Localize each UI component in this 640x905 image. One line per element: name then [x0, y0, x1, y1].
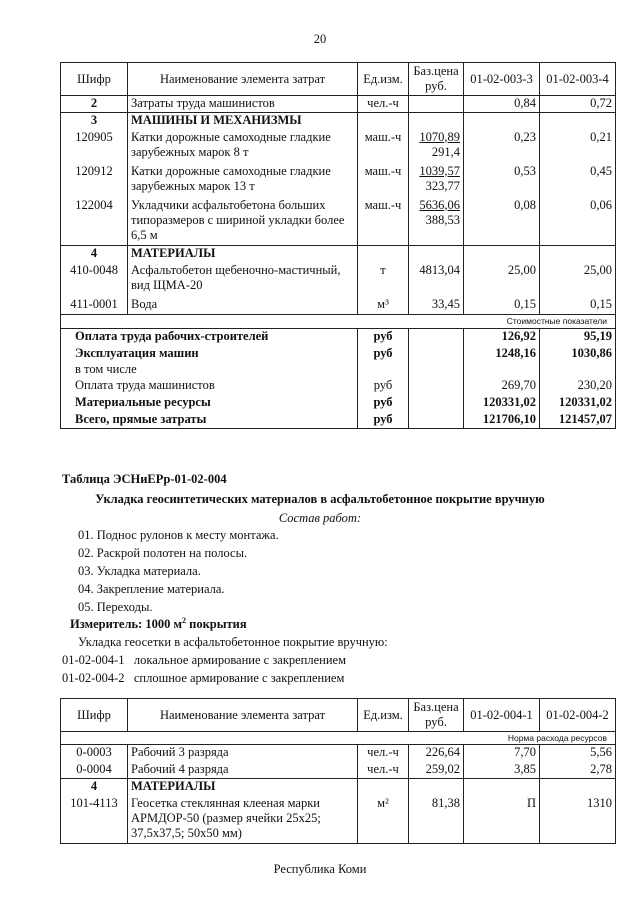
resource-table-2: [60, 698, 616, 844]
cost-row: Эксплуатация машин руб 1248,16 1030,86: [61, 346, 616, 362]
table-header: [61, 63, 616, 96]
cost-row: Всего, прямые затраты руб 121706,10 121457,07: [61, 412, 616, 429]
table-row: 0-0004 Рабочий 4 разряда чел.-ч 259,02 3,85 2,78: [61, 762, 616, 779]
page-number: 20: [313, 32, 327, 46]
header-price: Баз.цена руб.: [409, 63, 464, 96]
table-row: 3 МАШИНЫ И МЕХАНИЗМЫ: [61, 113, 616, 130]
section-title: Укладка геосинтетических материалов в асфальтобетонное покрытие вручную: [95, 492, 545, 506]
list-item: 01. Поднос рулонов к месту монтажа.: [78, 528, 279, 542]
cost-indicators-row: Стоимостные показатели: [61, 315, 616, 329]
header-unit: Ед.изм.: [358, 63, 409, 96]
cost-row: Материальные ресурсы руб 120331,02 120331,02: [61, 395, 616, 412]
variant-2: 01-02-004-2 сплошное армирование с закреплением: [62, 671, 345, 685]
header-col2: 01-02-003-4: [540, 63, 616, 96]
table-row: 4 МАТЕРИАЛЫ: [61, 246, 616, 263]
table-row: 4 МАТЕРИАЛЫ: [61, 779, 616, 796]
table-row: 410-0048 Асфальтобетон щебеночно-мастичный, вид ЩМА-20 т 4813,04 25,00 25,00: [61, 263, 616, 297]
cost-row: в том числе: [61, 362, 616, 378]
table-header: Шифр Наименование элемента затрат Ед.изм. Баз.цена руб. 01-02-004-1 01-02-004-2: [61, 699, 616, 732]
variant-1: 01-02-004-1 локальное армирование с закреплением: [62, 653, 346, 667]
table-id: Таблица ЭСНиЕРр-01-02-004: [62, 472, 227, 486]
table-row: 120912 Катки дорожные самоходные гладкие зарубежных марок 13 т маш.-ч 1039,57 323,77 0,53 0,45: [61, 164, 616, 198]
table-row: 101-4113 Геосетка стеклянная клееная марки АРМДОР-50 (размер ячейки 25х25; 37,5х37,5; 50х50 мм) м² 81,38 П 1310: [61, 796, 616, 844]
footer: Республика Коми: [273, 862, 367, 876]
list-item: 05. Переходы.: [78, 600, 153, 614]
cost-row: Оплата труда рабочих-строителей руб 126,92 95,19: [61, 329, 616, 346]
header-code: Шифр: [61, 63, 128, 96]
meter: Измеритель: 1000 $м^2$ покрытия: [70, 616, 247, 632]
works-heading: Состав работ:: [278, 511, 362, 525]
list-item: 02. Раскрой полотен на полосы.: [78, 546, 248, 560]
cost-row: Оплата труда машинистов руб 269,70 230,20: [61, 378, 616, 395]
works-list: [78, 526, 279, 616]
resource-table-1: [60, 62, 616, 429]
table-row: 0-0003 Рабочий 3 разряда чел.-ч 226,64 7,70 5,56: [61, 745, 616, 762]
norm-label-row: Норма расхода ресурсов: [61, 732, 616, 745]
header-name: Наименование элемента затрат: [128, 63, 358, 96]
description: Укладка геосетки в асфальтобетонное покрытие вручную:: [78, 635, 388, 649]
table-row: 122004 Укладчики асфальтобетона больших типоразмеров с шириной укладки более 6,5 м маш.-ч 5636,06 388,53 0,08 0,06: [61, 198, 616, 246]
table-row: 2 Затраты труда машинистов чел.-ч 0,84 0,72: [61, 96, 616, 113]
list-item: 03. Укладка материала.: [78, 564, 201, 578]
table-row: 120905 Катки дорожные самоходные гладкие зарубежных марок 8 т маш.-ч 1070,89 291,4 0,23 0,21: [61, 130, 616, 164]
list-item: 04. Закрепление материала.: [78, 582, 225, 596]
header-col1: 01-02-003-3: [464, 63, 540, 96]
table-row: 411-0001 Вода м³ 33,45 0,15 0,15: [61, 297, 616, 315]
